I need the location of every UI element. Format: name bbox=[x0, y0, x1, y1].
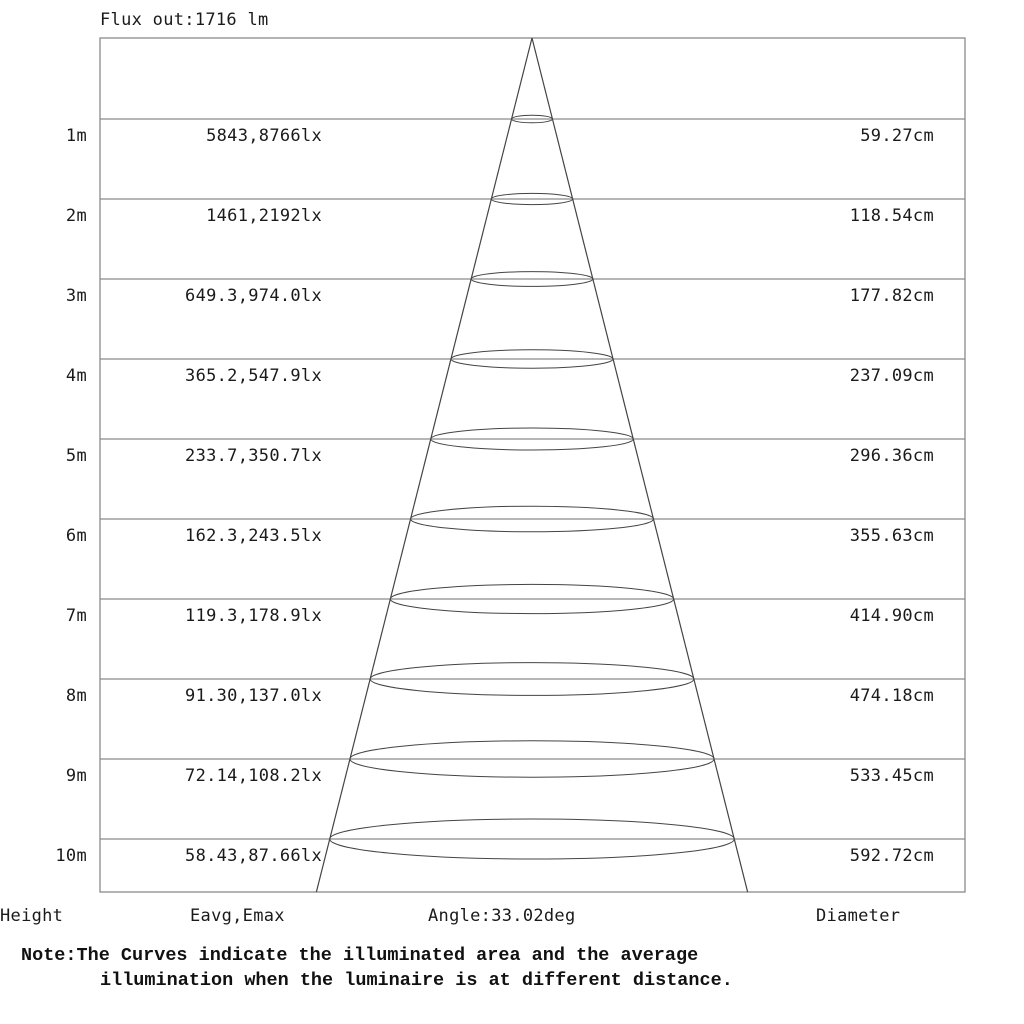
illuminance-column-label: Eavg,Emax bbox=[190, 906, 285, 926]
row-height-label: 10m bbox=[55, 846, 87, 866]
cone-right-edge bbox=[532, 38, 748, 892]
row-height-label: 8m bbox=[65, 686, 87, 706]
row-height-label: 6m bbox=[65, 526, 87, 546]
row-illuminance-value: 233.7,350.7lx bbox=[185, 446, 322, 466]
row-diameter-value: 592.72cm bbox=[849, 846, 934, 866]
row-illuminance-value: 91.30,137.0lx bbox=[185, 686, 322, 706]
row-illuminance-value: 5843,8766lx bbox=[206, 126, 322, 146]
row-diameter-value: 237.09cm bbox=[849, 366, 934, 386]
row-height-label: 7m bbox=[65, 606, 87, 626]
row-illuminance-value: 1461,2192lx bbox=[206, 206, 322, 226]
row-height-label: 4m bbox=[65, 366, 87, 386]
row-labels bbox=[55, 126, 934, 866]
row-diameter-value: 533.45cm bbox=[849, 766, 934, 786]
row-diameter-value: 59.27cm bbox=[860, 126, 934, 146]
note-line-2: illumination when the luminaire is at different distance. bbox=[100, 970, 733, 991]
row-height-label: 1m bbox=[65, 126, 87, 146]
row-diameter-value: 414.90cm bbox=[849, 606, 934, 626]
row-diameter-value: 177.82cm bbox=[849, 286, 934, 306]
row-illuminance-value: 162.3,243.5lx bbox=[185, 526, 322, 546]
row-height-label: 5m bbox=[65, 446, 87, 466]
note-line-1: Note:The Curves indicate the illuminated area and the average bbox=[21, 945, 699, 966]
row-illuminance-value: 365.2,547.9lx bbox=[185, 366, 322, 386]
height-column-label: Height bbox=[0, 906, 64, 926]
row-diameter-value: 474.18cm bbox=[849, 686, 934, 706]
beam-cone bbox=[316, 38, 747, 892]
row-diameter-value: 296.36cm bbox=[849, 446, 934, 466]
row-height-label: 3m bbox=[65, 286, 87, 306]
grid-lines bbox=[100, 119, 965, 839]
beam-angle-label: Angle:33.02deg bbox=[428, 906, 576, 926]
row-illuminance-value: 649.3,974.0lx bbox=[185, 286, 322, 306]
diameter-column-label: Diameter bbox=[816, 906, 901, 926]
row-diameter-value: 355.63cm bbox=[849, 526, 934, 546]
row-diameter-value: 118.54cm bbox=[849, 206, 934, 226]
row-illuminance-value: 119.3,178.9lx bbox=[185, 606, 322, 626]
cone-left-edge bbox=[316, 38, 532, 892]
flux-output-label: Flux out:1716 lm bbox=[100, 10, 269, 30]
row-height-label: 2m bbox=[65, 206, 87, 226]
row-illuminance-value: 58.43,87.66lx bbox=[185, 846, 322, 866]
row-illuminance-value: 72.14,108.2lx bbox=[185, 766, 322, 786]
row-height-label: 9m bbox=[65, 766, 87, 786]
